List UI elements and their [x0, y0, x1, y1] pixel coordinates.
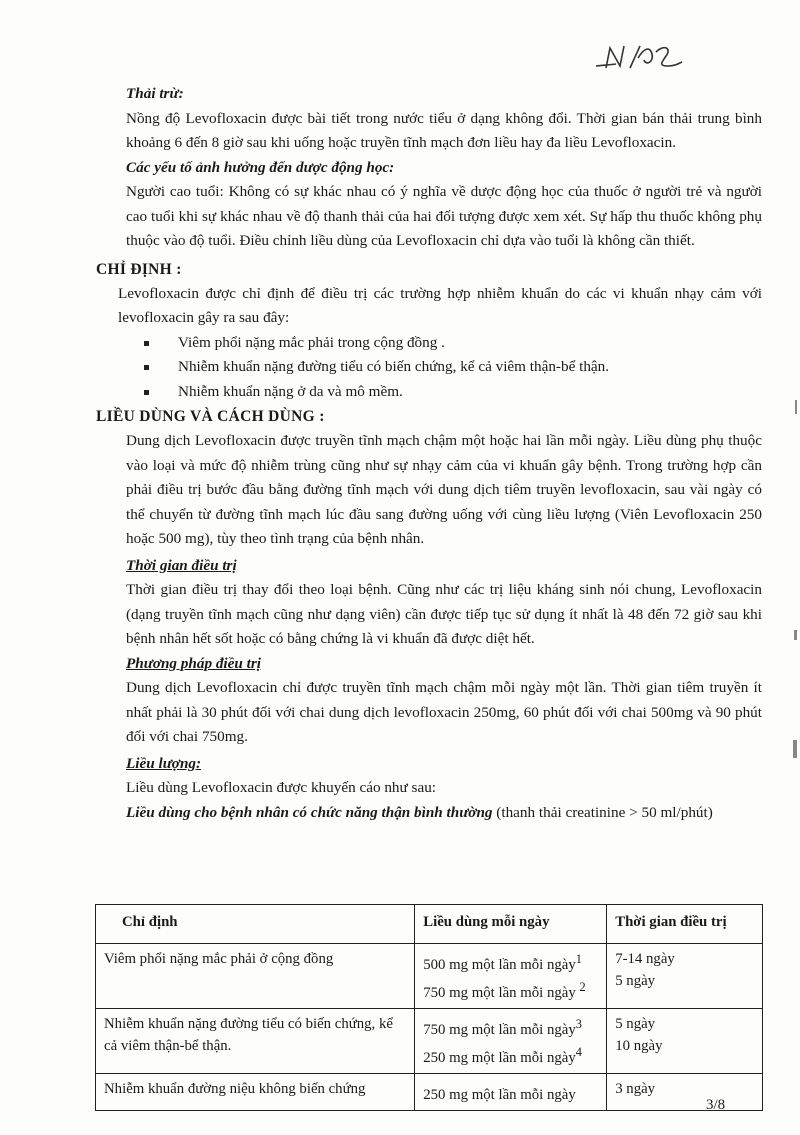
- handwritten-signature: [594, 38, 704, 74]
- factors-text: Người cao tuổi: Không có sự khác nhau có ý nghĩa về dược động học của thuốc ở người trẻ và người cao tuổi khi sự khác nhau về độ thanh thải của hai đối tượng được xem xét. Sự hấp thu thuốc không phụ thuộc vào độ tuổi. Điều chỉnh liều dùng của Levofloxacin chỉ dựa vào tuổi là không cần thiết.: [126, 183, 762, 249]
- method-text: Dung dịch Levofloxacin chỉ được truyền tĩnh mạch chậm mỗi ngày một lần. Thời gian tiêm truyền ít nhất phải là 30 phút đối với chai dung dịch levofloxacin 250mg, 60 phút đối với chai 500mg và 90 phút đối với chai 750mg.: [126, 679, 762, 745]
- document-body: [96, 82, 762, 825]
- cell-dose: 750 mg một lần mỗi ngày$^3$ 250 mg một lần mỗi ngày$^4$: [415, 1008, 607, 1073]
- column-header-daily-dose: Liều dùng mỗi ngày: [415, 905, 607, 944]
- dose-title: Liều lượng:: [126, 754, 202, 772]
- list-item: Nhiễm khuẩn nặng đường tiểu có biến chứng, kể cả viêm thận-bể thận.: [144, 355, 762, 380]
- indications-intro: Levofloxacin được chỉ định để điều trị các trường hợp nhiễm khuẩn do các vi khuẩn nhạy cảm với levofloxacin gây ra sau đây:: [118, 284, 762, 326]
- cell-dose: 500 mg một lần mỗi ngày$^1$ 750 mg một lần mỗi ngày $^2$: [415, 944, 607, 1009]
- elimination-title: Thải trừ:: [126, 85, 184, 102]
- list-item: Viêm phổi nặng mắc phải trong cộng đồng .: [144, 331, 762, 356]
- cell-indication: Nhiễm khuẩn nặng đường tiểu có biến chứng, kể cả viêm thận-bể thận.: [96, 1008, 415, 1073]
- table-row: [96, 1073, 763, 1110]
- duration-title: Thời gian điều trị: [126, 556, 237, 574]
- bullet-icon: [144, 390, 149, 395]
- cell-duration: 3 ngày: [607, 1073, 763, 1110]
- cell-indication: Nhiễm khuẩn đường niệu không biến chứng: [96, 1073, 415, 1110]
- dosage-table: [95, 904, 763, 1111]
- duration-text: Thời gian điều trị thay đổi theo loại bệnh. Cũng như các trị liệu kháng sinh nói chung, Levofloxacin (dạng truyền tĩnh mạch cũng như dạng viên) cần được tiếp tục sử dụng ít nhất là 48 đến 72 giờ sau khi bệnh nhân hết sốt hoặc có bằng chứng là vi khuẩn đã được diệt hết.: [126, 581, 762, 647]
- cell-dose: 250 mg một lần mỗi ngày: [415, 1073, 607, 1110]
- cell-indication: Viêm phổi nặng mắc phải ở cộng đồng: [96, 944, 415, 1009]
- scan-artifact: [794, 630, 797, 640]
- table-row: [96, 944, 763, 1009]
- dose-normal-renal: Liều dùng cho bệnh nhân có chức năng thận bình thường (thanh thải creatinine > 50 ml/phút): [126, 803, 713, 821]
- dosage-heading: LIỀU DÙNG VÀ CÁCH DÙNG :: [96, 408, 325, 425]
- bullet-icon: [144, 365, 149, 370]
- factors-title: Các yếu tố ảnh hưởng đến dược động học:: [126, 158, 395, 176]
- cell-duration: 5 ngày 10 ngày: [607, 1008, 763, 1073]
- bullet-icon: [144, 341, 149, 346]
- method-title: Phương pháp điều trị: [126, 654, 261, 672]
- indications-heading: CHỈ ĐỊNH :: [96, 260, 182, 278]
- indications-list: [96, 331, 762, 405]
- page-number: 3/8: [706, 1097, 726, 1113]
- list-item: Nhiễm khuẩn nặng ở da và mô mềm.: [144, 380, 762, 405]
- table-header-row: [96, 905, 763, 944]
- cell-duration: 7-14 ngày 5 ngày: [607, 944, 763, 1009]
- scan-artifact: [793, 740, 797, 758]
- scan-artifact: [795, 400, 797, 414]
- elimination-text: Nồng độ Levofloxacin được bài tiết trong nước tiểu ở dạng không đổi. Thời gian bán thải trung bình khoảng 6 đến 8 giờ sau khi uống hoặc truyền tĩnh mạch đơn liều hay đa liều Levofloxacin.: [126, 109, 762, 151]
- dose-intro: Liều dùng Levofloxacin được khuyến cáo như sau:: [126, 779, 437, 796]
- dosage-text: Dung dịch Levofloxacin được truyền tĩnh mạch chậm một hoặc hai lần mỗi ngày. Liều dùng phụ thuộc vào loại và mức độ nhiễm trùng cũng như sự nhạy cảm của vi khuẩn gây bệnh. Trong trường hợp cần phải điều trị bước đầu bằng đường tĩnh mạch với dung dịch tiêm truyền levofloxacin, sau vài ngày có thể chuyển từ đường tĩnh mạch lúc đầu sang đường uống với cùng liều lượng (Viên Levofloxacin 250 hoặc 500 mg), tùy theo tình trạng của bệnh nhân.: [126, 432, 762, 547]
- column-header-duration: Thời gian điều trị: [607, 905, 763, 944]
- column-header-indication: Chỉ định: [96, 905, 415, 944]
- table-row: [96, 1008, 763, 1073]
